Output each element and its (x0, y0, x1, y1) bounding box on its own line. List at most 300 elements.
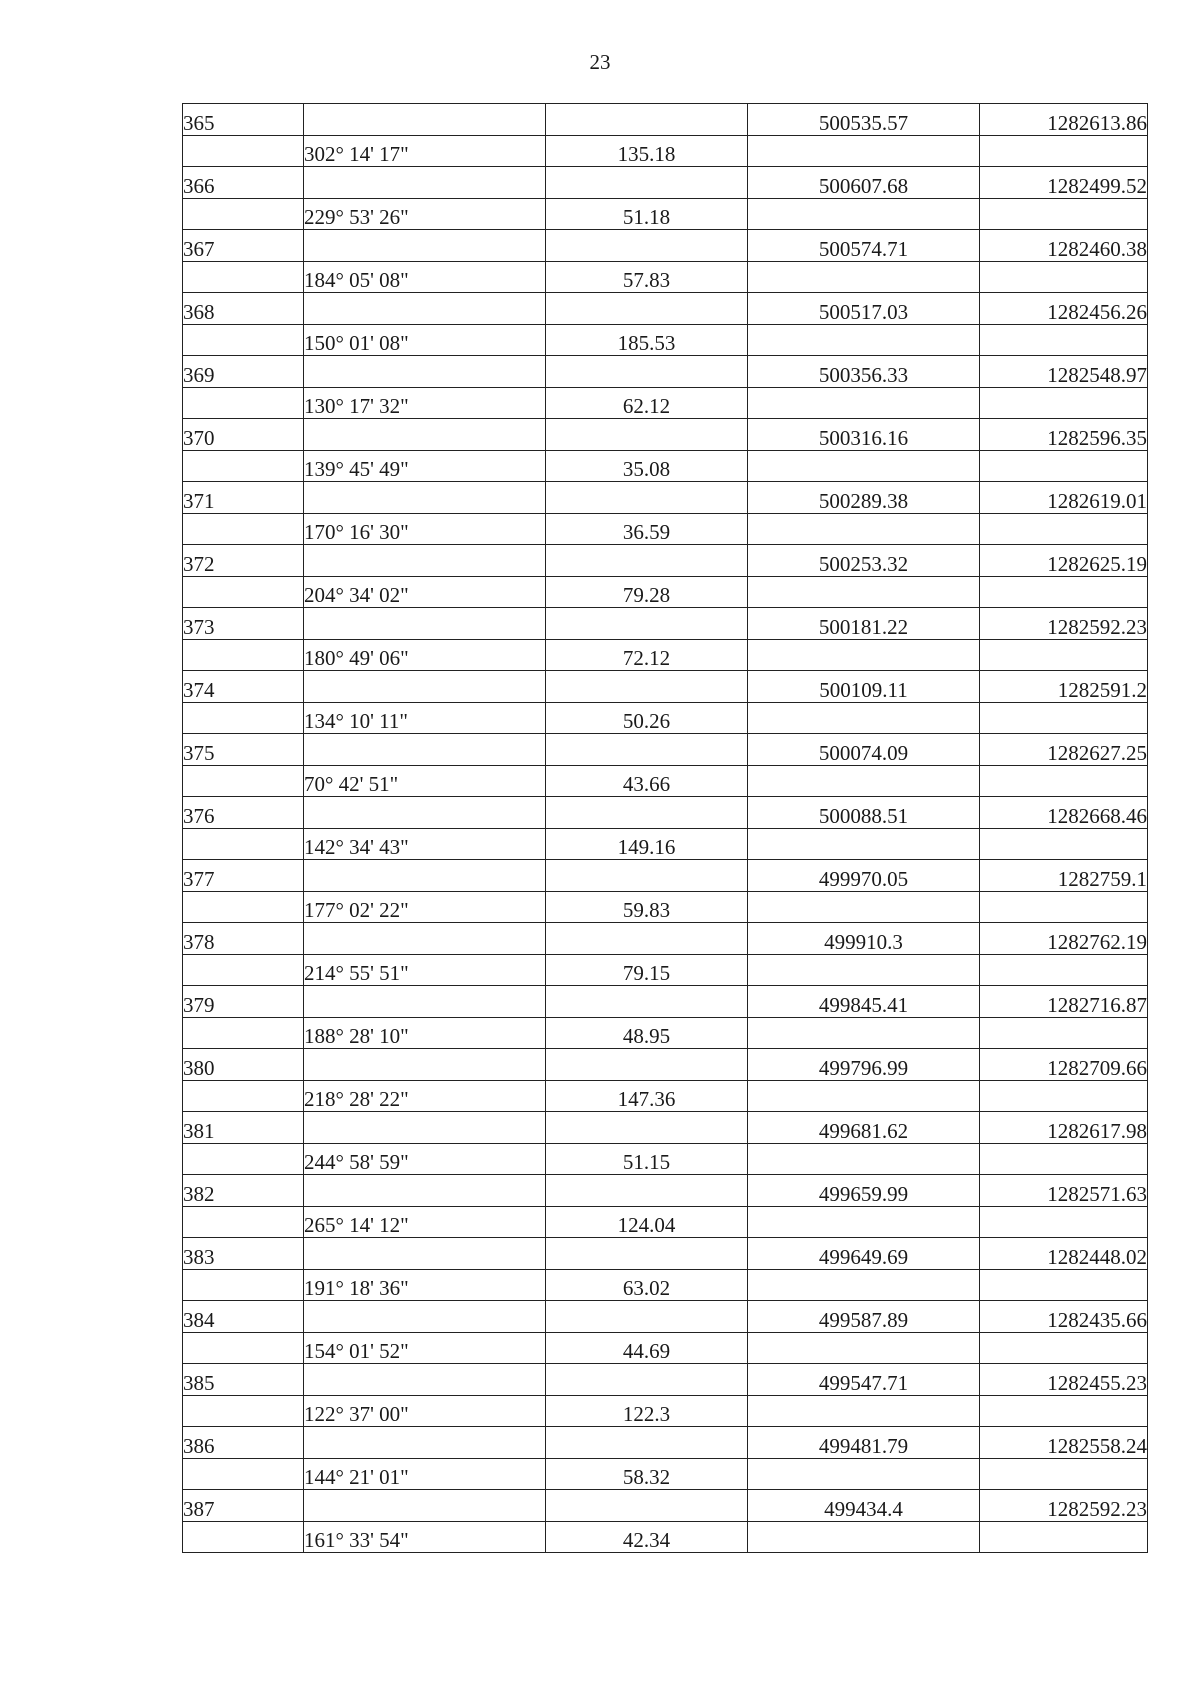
angle-cell (304, 513, 546, 545)
x-coordinate-cell (748, 1364, 980, 1396)
segment-row (183, 1080, 1148, 1112)
angle-cell (304, 954, 546, 986)
y-coordinate-cell-empty (980, 387, 1148, 419)
y-coordinate-cell-empty (980, 261, 1148, 293)
point-id-cell-empty (183, 1017, 304, 1049)
distance-cell-text: 147.36 (617, 1087, 676, 1111)
point-row (183, 1364, 1148, 1396)
point-id-cell-empty (183, 1269, 304, 1301)
angle-cell-empty (304, 293, 546, 325)
point-row (183, 797, 1148, 829)
x-coordinate-cell-empty (748, 135, 980, 167)
angle-cell-text: 161° 33' 54" (304, 1528, 409, 1552)
point-id-cell-empty (183, 135, 304, 167)
distance-cell (546, 1017, 748, 1049)
y-coordinate-cell-empty (980, 702, 1148, 734)
distance-cell-text: 57.83 (622, 268, 671, 292)
point-id-cell-text: 377 (183, 866, 215, 891)
x-coordinate-cell-empty (748, 1143, 980, 1175)
angle-cell-text: 214° 55' 51" (304, 961, 409, 985)
y-coordinate-cell-text: 1282709.66 (1047, 1055, 1147, 1080)
point-row (183, 1175, 1148, 1207)
x-coordinate-cell (748, 1238, 980, 1270)
distance-cell-text: 149.16 (617, 835, 676, 859)
segment-row (183, 954, 1148, 986)
point-id-cell-text: 380 (183, 1055, 215, 1080)
x-coordinate-cell-empty (748, 765, 980, 797)
distance-cell-empty (546, 545, 748, 577)
point-id-cell-text: 374 (183, 677, 215, 702)
distance-cell (546, 1206, 748, 1238)
point-id-cell (183, 230, 304, 262)
segment-row (183, 387, 1148, 419)
point-id-cell (183, 986, 304, 1018)
distance-cell-text: 50.26 (622, 709, 671, 733)
x-coordinate-cell-text: 499659.99 (818, 1181, 909, 1206)
y-coordinate-cell (980, 419, 1148, 451)
angle-cell-text: 188° 28' 10" (304, 1024, 409, 1048)
y-coordinate-cell-empty (980, 1521, 1148, 1553)
y-coordinate-cell (980, 167, 1148, 199)
y-coordinate-cell-empty (980, 1080, 1148, 1112)
x-coordinate-cell-text: 500356.33 (818, 362, 909, 387)
distance-cell-empty (546, 986, 748, 1018)
x-coordinate-cell-text: 499910.3 (824, 929, 903, 954)
segment-row (183, 135, 1148, 167)
distance-cell-text: 42.34 (622, 1528, 671, 1552)
angle-cell-empty (304, 1238, 546, 1270)
x-coordinate-cell (748, 1175, 980, 1207)
y-coordinate-cell (980, 293, 1148, 325)
x-coordinate-cell-text: 500289.38 (818, 488, 909, 513)
angle-cell-empty (304, 167, 546, 199)
point-id-cell (183, 419, 304, 451)
angle-cell-text: 122° 37' 00" (304, 1402, 409, 1426)
distance-cell (546, 198, 748, 230)
distance-cell-text: 122.3 (622, 1402, 671, 1426)
angle-cell (304, 135, 546, 167)
y-coordinate-cell-empty (980, 1395, 1148, 1427)
angle-cell-text: 134° 10' 11" (304, 709, 408, 733)
angle-cell-text: 184° 05' 08" (304, 268, 409, 292)
angle-cell-text: 142° 34' 43" (304, 835, 409, 859)
x-coordinate-cell-text: 500316.16 (818, 425, 909, 450)
x-coordinate-cell (748, 860, 980, 892)
coordinates-table (182, 103, 1148, 1553)
point-id-cell (183, 734, 304, 766)
point-row (183, 1238, 1148, 1270)
page-number: 23 (589, 50, 611, 74)
point-id-cell-text: 382 (183, 1181, 215, 1206)
x-coordinate-cell-text: 499845.41 (818, 992, 909, 1017)
distance-cell-empty (546, 923, 748, 955)
x-coordinate-cell-empty (748, 828, 980, 860)
angle-cell (304, 891, 546, 923)
y-coordinate-cell-text: 1282592.23 (1047, 614, 1147, 639)
angle-cell-text: 154° 01' 52" (304, 1339, 409, 1363)
distance-cell-empty (546, 356, 748, 388)
point-row (183, 230, 1148, 262)
point-row (183, 1427, 1148, 1459)
x-coordinate-cell-text: 500607.68 (818, 173, 909, 198)
x-coordinate-cell (748, 230, 980, 262)
y-coordinate-cell-text: 1282591.2 (1057, 677, 1147, 702)
angle-cell-empty (304, 419, 546, 451)
y-coordinate-cell (980, 608, 1148, 640)
point-id-cell-empty (183, 513, 304, 545)
distance-cell (546, 576, 748, 608)
point-id-cell-empty (183, 387, 304, 419)
x-coordinate-cell (748, 608, 980, 640)
angle-cell-empty (304, 1490, 546, 1522)
y-coordinate-cell-empty (980, 1206, 1148, 1238)
angle-cell (304, 387, 546, 419)
point-id-cell-empty (183, 1080, 304, 1112)
y-coordinate-cell-empty (980, 828, 1148, 860)
distance-cell (546, 135, 748, 167)
point-id-cell-text: 365 (183, 110, 215, 135)
x-coordinate-cell-empty (748, 1080, 980, 1112)
y-coordinate-cell-empty (980, 198, 1148, 230)
angle-cell-empty (304, 860, 546, 892)
segment-row (183, 1332, 1148, 1364)
distance-cell-text: 43.66 (622, 772, 671, 796)
y-coordinate-cell-text: 1282592.23 (1047, 1496, 1147, 1521)
point-id-cell (183, 1364, 304, 1396)
coordinates-table-body (183, 104, 1148, 1553)
angle-cell-empty (304, 356, 546, 388)
point-id-cell-empty (183, 639, 304, 671)
y-coordinate-cell-text: 1282625.19 (1047, 551, 1147, 576)
distance-cell-empty (546, 1112, 748, 1144)
angle-cell (304, 1206, 546, 1238)
distance-cell-empty (546, 608, 748, 640)
y-coordinate-cell (980, 734, 1148, 766)
x-coordinate-cell (748, 482, 980, 514)
y-coordinate-cell-empty (980, 324, 1148, 356)
point-id-cell-empty (183, 450, 304, 482)
distance-cell-text: 79.28 (622, 583, 671, 607)
distance-cell-empty (546, 419, 748, 451)
point-id-cell-empty (183, 891, 304, 923)
segment-row (183, 1458, 1148, 1490)
distance-cell (546, 1143, 748, 1175)
y-coordinate-cell-empty (980, 513, 1148, 545)
angle-cell (304, 702, 546, 734)
distance-cell-empty (546, 167, 748, 199)
distance-cell (546, 1395, 748, 1427)
point-id-cell (183, 356, 304, 388)
point-row (183, 1049, 1148, 1081)
x-coordinate-cell (748, 1490, 980, 1522)
angle-cell-text: 218° 28' 22" (304, 1087, 409, 1111)
x-coordinate-cell (748, 986, 980, 1018)
angle-cell (304, 576, 546, 608)
x-coordinate-cell (748, 1049, 980, 1081)
angle-cell (304, 1143, 546, 1175)
point-id-cell-text: 383 (183, 1244, 215, 1269)
x-coordinate-cell-empty (748, 450, 980, 482)
distance-cell (546, 1458, 748, 1490)
point-id-cell-text: 367 (183, 236, 215, 261)
distance-cell (546, 1521, 748, 1553)
angle-cell (304, 1269, 546, 1301)
segment-row (183, 891, 1148, 923)
y-coordinate-cell (980, 1490, 1148, 1522)
angle-cell (304, 1458, 546, 1490)
point-row (183, 734, 1148, 766)
angle-cell-text: 139° 45' 49" (304, 457, 409, 481)
x-coordinate-cell (748, 293, 980, 325)
distance-cell (546, 1332, 748, 1364)
y-coordinate-cell-text: 1282668.46 (1047, 803, 1147, 828)
angle-cell (304, 450, 546, 482)
point-id-cell-empty (183, 1143, 304, 1175)
y-coordinate-cell-empty (980, 1017, 1148, 1049)
point-row (183, 167, 1148, 199)
point-row (183, 923, 1148, 955)
angle-cell-text: 180° 49' 06" (304, 646, 409, 670)
angle-cell (304, 1080, 546, 1112)
y-coordinate-cell (980, 1364, 1148, 1396)
x-coordinate-cell (748, 797, 980, 829)
point-id-cell (183, 1175, 304, 1207)
angle-cell (304, 765, 546, 797)
angle-cell (304, 1332, 546, 1364)
point-id-cell-text: 373 (183, 614, 215, 639)
angle-cell-empty (304, 104, 546, 136)
angle-cell-empty (304, 1175, 546, 1207)
angle-cell-text: 204° 34' 02" (304, 583, 409, 607)
y-coordinate-cell-text: 1282759.1 (1057, 866, 1147, 891)
segment-row (183, 1143, 1148, 1175)
point-id-cell-empty (183, 954, 304, 986)
x-coordinate-cell (748, 1427, 980, 1459)
x-coordinate-cell (748, 734, 980, 766)
point-id-cell-text: 375 (183, 740, 215, 765)
x-coordinate-cell-text: 500253.32 (818, 551, 909, 576)
point-id-cell (183, 671, 304, 703)
x-coordinate-cell (748, 923, 980, 955)
point-id-cell-empty (183, 1458, 304, 1490)
angle-cell (304, 1017, 546, 1049)
point-id-cell-text: 378 (183, 929, 215, 954)
distance-cell (546, 261, 748, 293)
point-id-cell (183, 1238, 304, 1270)
distance-cell-empty (546, 1301, 748, 1333)
point-row (183, 419, 1148, 451)
point-id-cell (183, 482, 304, 514)
y-coordinate-cell (980, 356, 1148, 388)
distance-cell-text: 72.12 (622, 646, 671, 670)
x-coordinate-cell-empty (748, 324, 980, 356)
distance-cell-text: 58.32 (622, 1465, 671, 1489)
angle-cell-empty (304, 482, 546, 514)
angle-cell-text: 244° 58' 59" (304, 1150, 409, 1174)
y-coordinate-cell (980, 1175, 1148, 1207)
angle-cell-empty (304, 734, 546, 766)
point-id-cell (183, 608, 304, 640)
distance-cell-text: 51.15 (622, 1150, 671, 1174)
angle-cell-empty (304, 797, 546, 829)
distance-cell-text: 44.69 (622, 1339, 671, 1363)
angle-cell-text: 229° 53' 26" (304, 205, 409, 229)
x-coordinate-cell-empty (748, 1269, 980, 1301)
x-coordinate-cell-empty (748, 1458, 980, 1490)
distance-cell (546, 1080, 748, 1112)
y-coordinate-cell-empty (980, 891, 1148, 923)
y-coordinate-cell-text: 1282548.97 (1047, 362, 1147, 387)
y-coordinate-cell-empty (980, 1269, 1148, 1301)
x-coordinate-cell-empty (748, 891, 980, 923)
angle-cell-empty (304, 1301, 546, 1333)
y-coordinate-cell-empty (980, 765, 1148, 797)
distance-cell-text: 79.15 (622, 961, 671, 985)
distance-cell-empty (546, 860, 748, 892)
distance-cell (546, 765, 748, 797)
distance-cell-empty (546, 671, 748, 703)
angle-cell-empty (304, 1112, 546, 1144)
angle-cell-text: 144° 21' 01" (304, 1465, 409, 1489)
distance-cell-empty (546, 104, 748, 136)
segment-row (183, 1395, 1148, 1427)
y-coordinate-cell (980, 230, 1148, 262)
distance-cell-text: 185.53 (617, 331, 676, 355)
distance-cell (546, 1269, 748, 1301)
y-coordinate-cell (980, 1112, 1148, 1144)
angle-cell-text: 191° 18' 36" (304, 1276, 409, 1300)
x-coordinate-cell-text: 499681.62 (818, 1118, 909, 1143)
point-id-cell-text: 384 (183, 1307, 215, 1332)
angle-cell (304, 639, 546, 671)
point-id-cell-text: 376 (183, 803, 215, 828)
segment-row (183, 828, 1148, 860)
x-coordinate-cell-empty (748, 1206, 980, 1238)
point-row (183, 860, 1148, 892)
angle-cell-text: 177° 02' 22" (304, 898, 409, 922)
angle-cell-empty (304, 1049, 546, 1081)
angle-cell-empty (304, 986, 546, 1018)
angle-cell-text: 70° 42' 51" (304, 772, 399, 796)
y-coordinate-cell-text: 1282558.24 (1047, 1433, 1147, 1458)
point-id-cell (183, 1427, 304, 1459)
distance-cell-empty (546, 230, 748, 262)
point-id-cell-text: 381 (183, 1118, 215, 1143)
y-coordinate-cell-text: 1282571.63 (1047, 1181, 1147, 1206)
y-coordinate-cell-text: 1282455.23 (1047, 1370, 1147, 1395)
distance-cell (546, 828, 748, 860)
y-coordinate-cell-empty (980, 1332, 1148, 1364)
distance-cell (546, 891, 748, 923)
x-coordinate-cell (748, 419, 980, 451)
point-id-cell (183, 293, 304, 325)
x-coordinate-cell (748, 167, 980, 199)
point-row (183, 1112, 1148, 1144)
angle-cell-empty (304, 1364, 546, 1396)
y-coordinate-cell-text: 1282762.19 (1047, 929, 1147, 954)
x-coordinate-cell (748, 1301, 980, 1333)
distance-cell-text: 36.59 (622, 520, 671, 544)
segment-row (183, 324, 1148, 356)
y-coordinate-cell-text: 1282619.01 (1047, 488, 1147, 513)
point-id-cell-empty (183, 576, 304, 608)
y-coordinate-cell-empty (980, 639, 1148, 671)
distance-cell-text: 59.83 (622, 898, 671, 922)
angle-cell-empty (304, 1427, 546, 1459)
y-coordinate-cell-empty (980, 1458, 1148, 1490)
point-id-cell-text: 369 (183, 362, 215, 387)
point-row (183, 104, 1148, 136)
angle-cell (304, 261, 546, 293)
distance-cell (546, 702, 748, 734)
angle-cell-empty (304, 608, 546, 640)
distance-cell-empty (546, 293, 748, 325)
y-coordinate-cell (980, 482, 1148, 514)
y-coordinate-cell (980, 671, 1148, 703)
angle-cell-text: 265° 14' 12" (304, 1213, 409, 1237)
point-id-cell (183, 1301, 304, 1333)
point-id-cell-empty (183, 702, 304, 734)
distance-cell-empty (546, 734, 748, 766)
distance-cell-empty (546, 1238, 748, 1270)
distance-cell-empty (546, 1049, 748, 1081)
distance-cell-empty (546, 1427, 748, 1459)
x-coordinate-cell-empty (748, 1521, 980, 1553)
point-row (183, 1490, 1148, 1522)
point-id-cell (183, 860, 304, 892)
point-id-cell-text: 366 (183, 173, 215, 198)
point-row (183, 986, 1148, 1018)
x-coordinate-cell-empty (748, 1017, 980, 1049)
x-coordinate-cell-text: 500109.11 (819, 677, 908, 702)
x-coordinate-cell (748, 1112, 980, 1144)
segment-row (183, 261, 1148, 293)
segment-row (183, 513, 1148, 545)
angle-cell-text: 130° 17' 32" (304, 394, 409, 418)
x-coordinate-cell-text: 500535.57 (818, 110, 909, 135)
x-coordinate-cell-text: 499587.89 (818, 1307, 909, 1332)
y-coordinate-cell-text: 1282448.02 (1047, 1244, 1147, 1269)
point-id-cell-text: 379 (183, 992, 215, 1017)
x-coordinate-cell-text: 499649.69 (818, 1244, 909, 1269)
y-coordinate-cell (980, 545, 1148, 577)
point-id-cell-text: 387 (183, 1496, 215, 1521)
segment-row (183, 1269, 1148, 1301)
point-id-cell (183, 104, 304, 136)
segment-row (183, 198, 1148, 230)
angle-cell (304, 198, 546, 230)
segment-row (183, 576, 1148, 608)
angle-cell-empty (304, 671, 546, 703)
x-coordinate-cell-text: 500181.22 (818, 614, 909, 639)
angle-cell-empty (304, 923, 546, 955)
x-coordinate-cell-empty (748, 954, 980, 986)
point-id-cell-empty (183, 324, 304, 356)
distance-cell-text: 62.12 (622, 394, 671, 418)
x-coordinate-cell-empty (748, 576, 980, 608)
x-coordinate-cell-text: 500517.03 (818, 299, 909, 324)
y-coordinate-cell-empty (980, 450, 1148, 482)
distance-cell (546, 324, 748, 356)
point-id-cell-text: 371 (183, 488, 215, 513)
x-coordinate-cell-empty (748, 513, 980, 545)
y-coordinate-cell-text: 1282596.35 (1047, 425, 1147, 450)
point-id-cell-empty (183, 1395, 304, 1427)
y-coordinate-cell-empty (980, 576, 1148, 608)
angle-cell (304, 1521, 546, 1553)
y-coordinate-cell-text: 1282627.25 (1047, 740, 1147, 765)
angle-cell (304, 1395, 546, 1427)
